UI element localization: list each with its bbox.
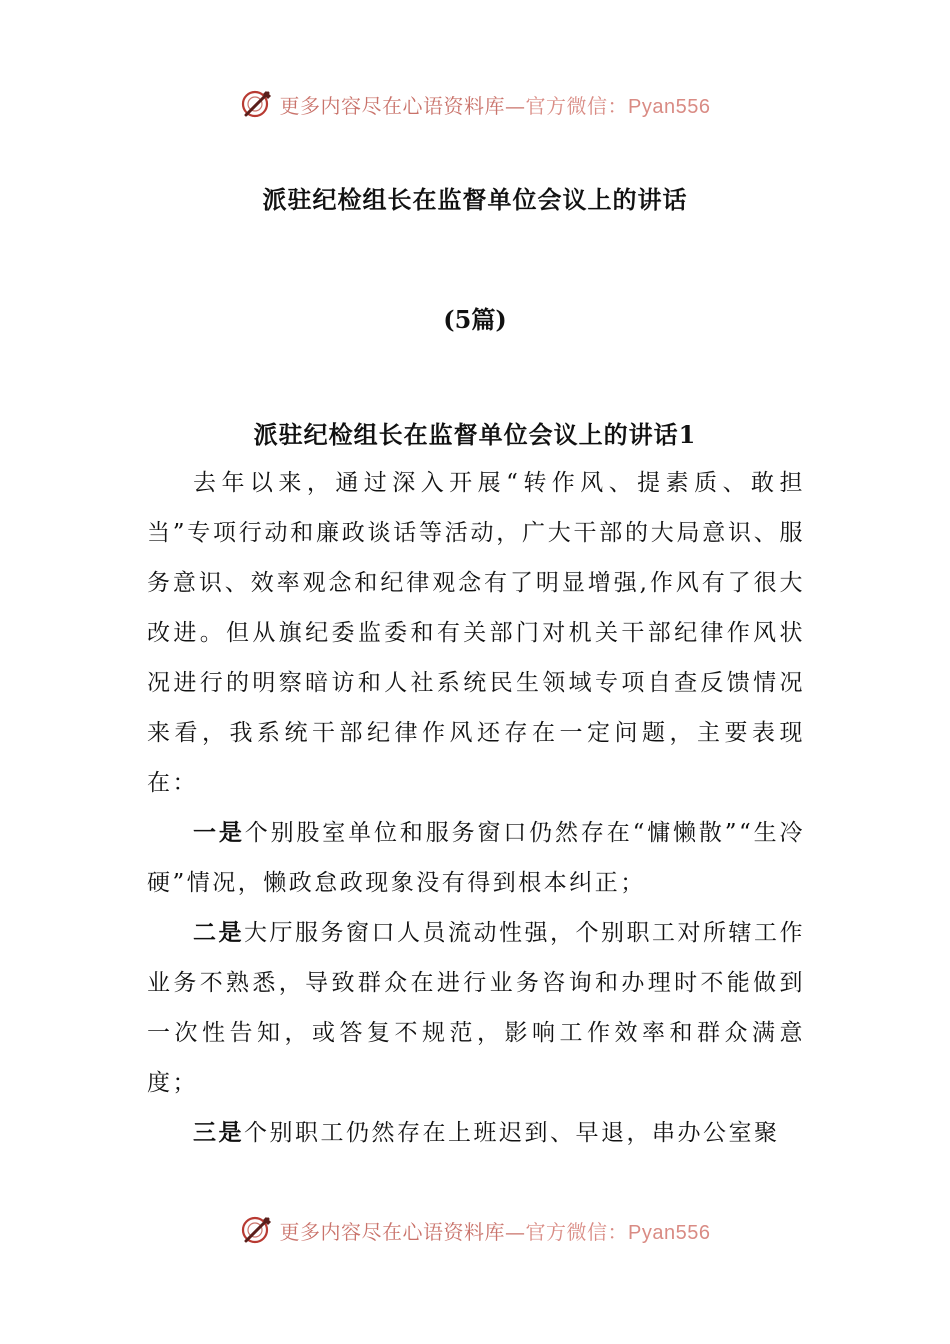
watermark-wechat-handle: Pyan556 [628,1221,711,1244]
pen-and-seal-logo-icon [240,87,274,121]
paragraph-intro [147,458,805,808]
watermark-main-text: 更多内容尽在心语资料库— [279,1219,526,1244]
watermark-wechat-label: 官方微信： [525,1219,629,1244]
watermark-wechat-label: 官方微信： [525,93,629,118]
watermark-main-text: 更多内容尽在心语资料库— [279,93,526,118]
paragraph-point-three [147,1108,805,1158]
paragraph-text: 去年以来，通过深入开展“转作风、提素质、敢担当”专项行动和廉政谈话等活动，广大干部的大局意识、服务意识、效率观念和纪律观念有了明显增强,作风有了很大改进。但从旗纪委监委和有关部门对机关干部纪律作风状况进行的明察暗访和人社系统民生领域专项自查反馈情况来看，我系统干部纪律作风还存在一定问题，主要表现在： [147,470,805,796]
watermark-banner-top [0,84,950,124]
paragraph-point-two [147,908,805,1108]
paragraph-lead: 二是 [193,919,244,946]
paragraph-text: 个别职工仍然存在上班迟到、早退，串办公室聚 [244,1120,780,1146]
watermark-banner-bottom [0,1210,950,1250]
paragraph-text: 大厅服务窗口人员流动性强，个别职工对所辖工作业务不熟悉，导致群众在进行业务咨询和办理时不能做到一次性告知，或答复不规范，影响工作效率和群众满意度； [147,920,805,1096]
document-count: (5篇) [443,305,507,334]
pen-and-seal-logo-icon [240,1213,274,1247]
watermark-text [280,90,711,119]
paragraph-point-one [147,808,805,908]
paragraph-lead: 一是 [193,819,245,846]
paragraph-text: 个别股室单位和服务窗口仍然存在“慵懒散”“生冷硬”情况，懒政怠政现象没有得到根本纠正； [147,820,805,896]
paragraph-lead: 三是 [193,1119,244,1146]
watermark-text [280,1216,711,1245]
section-title: 派驻纪检组长在监督单位会议上的讲话1 [253,420,697,449]
watermark-wechat-handle: Pyan556 [628,95,711,118]
document-title: 派驻纪检组长在监督单位会议上的讲话 [262,185,688,214]
document-body [147,458,805,1158]
